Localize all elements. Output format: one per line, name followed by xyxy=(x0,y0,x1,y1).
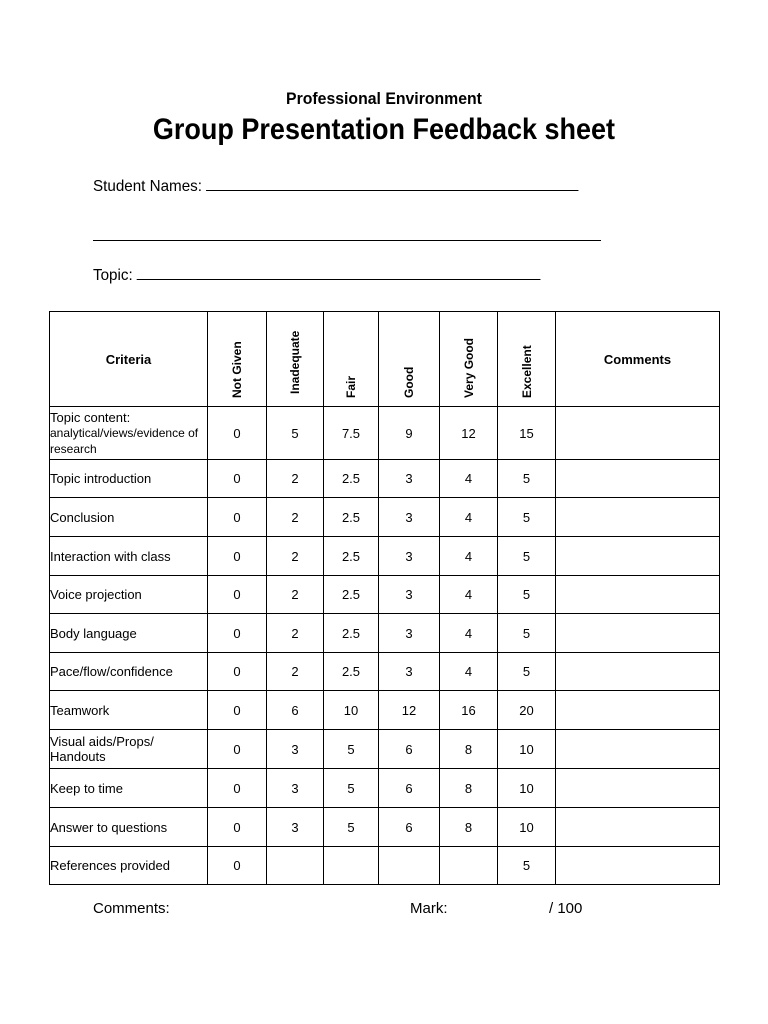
score-cell[interactable]: 0 xyxy=(208,576,267,614)
table-row xyxy=(50,653,720,691)
score-cell[interactable]: 3 xyxy=(267,808,324,847)
student-names-blank-line[interactable] xyxy=(206,175,578,191)
student-names-field[interactable] xyxy=(93,175,579,196)
score-cell[interactable]: 15 xyxy=(498,407,556,460)
comments-cell[interactable] xyxy=(556,498,720,537)
table-row xyxy=(50,769,720,808)
table-row xyxy=(50,407,720,460)
score-cell[interactable]: 4 xyxy=(440,576,498,614)
score-cell[interactable]: 5 xyxy=(498,653,556,691)
comments-cell[interactable] xyxy=(556,576,720,614)
feedback-table xyxy=(49,311,720,885)
comments-cell[interactable] xyxy=(556,614,720,653)
comments-cell[interactable] xyxy=(556,460,720,498)
score-cell[interactable]: 5 xyxy=(498,847,556,885)
score-cell[interactable]: 3 xyxy=(379,537,440,576)
column-header-good xyxy=(379,312,440,407)
score-cell[interactable]: 2.5 xyxy=(324,537,379,576)
score-cell[interactable]: 0 xyxy=(208,769,267,808)
score-cell[interactable]: 8 xyxy=(440,808,498,847)
score-cell[interactable]: 3 xyxy=(379,460,440,498)
comments-cell[interactable] xyxy=(556,653,720,691)
column-header-excellent xyxy=(498,312,556,407)
score-cell[interactable]: 4 xyxy=(440,460,498,498)
score-cell[interactable]: 6 xyxy=(379,769,440,808)
score-cell[interactable]: 2 xyxy=(267,576,324,614)
table-row xyxy=(50,808,720,847)
score-cell[interactable]: 5 xyxy=(324,808,379,847)
score-cell[interactable]: 3 xyxy=(379,653,440,691)
mark-total: / 100 xyxy=(549,900,583,917)
score-cell[interactable]: 0 xyxy=(208,808,267,847)
criteria-cell: Conclusion xyxy=(50,498,208,537)
criteria-cell: Topic introduction xyxy=(50,460,208,498)
score-cell[interactable] xyxy=(324,847,379,885)
column-header-label: Excellent xyxy=(519,345,534,398)
comments-cell[interactable] xyxy=(556,407,720,460)
criteria-cell xyxy=(50,407,208,460)
score-cell[interactable]: 10 xyxy=(498,808,556,847)
score-cell[interactable]: 8 xyxy=(440,730,498,769)
comments-cell[interactable] xyxy=(556,847,720,885)
score-cell[interactable]: 6 xyxy=(379,730,440,769)
comments-cell[interactable] xyxy=(556,537,720,576)
score-cell[interactable]: 3 xyxy=(379,498,440,537)
score-cell[interactable] xyxy=(440,847,498,885)
score-cell[interactable]: 9 xyxy=(379,407,440,460)
table-row xyxy=(50,537,720,576)
score-cell[interactable]: 5 xyxy=(498,614,556,653)
score-cell[interactable]: 5 xyxy=(267,407,324,460)
score-cell[interactable] xyxy=(267,847,324,885)
score-cell[interactable]: 12 xyxy=(440,407,498,460)
score-cell[interactable]: 2.5 xyxy=(324,614,379,653)
score-cell[interactable]: 0 xyxy=(208,407,267,460)
score-cell[interactable]: 0 xyxy=(208,847,267,885)
score-cell[interactable]: 6 xyxy=(267,691,324,730)
score-cell[interactable]: 0 xyxy=(208,498,267,537)
topic-label: Topic: xyxy=(93,267,133,284)
score-cell[interactable]: 0 xyxy=(208,537,267,576)
score-cell[interactable]: 0 xyxy=(208,653,267,691)
criteria-cell: Keep to time xyxy=(50,769,208,808)
score-cell[interactable]: 3 xyxy=(379,614,440,653)
table-row xyxy=(50,614,720,653)
score-cell[interactable]: 10 xyxy=(498,730,556,769)
score-cell[interactable]: 4 xyxy=(440,653,498,691)
table-row xyxy=(50,498,720,537)
score-cell[interactable]: 5 xyxy=(324,769,379,808)
table-row xyxy=(50,576,720,614)
table-header-row xyxy=(50,312,720,407)
column-header-label: Not Given xyxy=(230,341,244,398)
score-cell[interactable]: 3 xyxy=(267,769,324,808)
score-cell[interactable]: 6 xyxy=(379,808,440,847)
score-cell[interactable]: 2 xyxy=(267,460,324,498)
table-row xyxy=(50,730,720,769)
comments-cell[interactable] xyxy=(556,808,720,847)
score-cell[interactable]: 4 xyxy=(440,498,498,537)
score-cell[interactable]: 4 xyxy=(440,614,498,653)
score-cell[interactable]: 16 xyxy=(440,691,498,730)
score-cell[interactable]: 2 xyxy=(267,498,324,537)
comments-cell[interactable] xyxy=(556,730,720,769)
score-cell[interactable]: 2 xyxy=(267,614,324,653)
criteria-cell: Voice projection xyxy=(50,576,208,614)
score-cell[interactable]: 20 xyxy=(498,691,556,730)
comments-label: Comments: xyxy=(93,900,170,917)
column-header-not-given xyxy=(208,312,267,407)
score-cell[interactable]: 12 xyxy=(379,691,440,730)
score-cell[interactable]: 5 xyxy=(498,460,556,498)
score-cell[interactable]: 8 xyxy=(440,769,498,808)
student-names-continuation-line[interactable] xyxy=(93,240,601,241)
criteria-label: Handouts xyxy=(50,749,106,764)
score-cell[interactable]: 0 xyxy=(208,730,267,769)
score-cell[interactable]: 2.5 xyxy=(324,460,379,498)
score-cell[interactable]: 10 xyxy=(324,691,379,730)
score-cell[interactable]: 2.5 xyxy=(324,576,379,614)
column-header-fair xyxy=(324,312,379,407)
criteria-label: Visual aids/Props/ xyxy=(50,734,154,749)
criteria-label: research xyxy=(50,441,97,456)
score-cell[interactable]: 5 xyxy=(498,537,556,576)
score-cell[interactable]: 5 xyxy=(324,730,379,769)
criteria-cell: Body language xyxy=(50,614,208,653)
score-cell[interactable]: 0 xyxy=(208,460,267,498)
student-names-label: Student Names: xyxy=(93,178,202,195)
score-cell[interactable]: 0 xyxy=(208,691,267,730)
column-header-label: Very Good xyxy=(461,337,476,398)
column-header-inadequate xyxy=(267,312,324,407)
column-header-label: Inadequate xyxy=(288,330,302,394)
criteria-cell: References provided xyxy=(50,847,208,885)
column-header-comments: Comments xyxy=(556,312,720,407)
score-cell[interactable]: 2 xyxy=(267,537,324,576)
document-subtitle: Professional Environment xyxy=(286,89,482,108)
criteria-cell xyxy=(50,730,208,769)
column-header-label: Fair xyxy=(344,375,358,398)
comments-cell[interactable] xyxy=(556,691,720,730)
topic-blank-line[interactable] xyxy=(137,264,541,280)
criteria-label: Topic content: xyxy=(50,409,131,425)
score-cell[interactable]: 3 xyxy=(267,730,324,769)
mark-label: Mark: xyxy=(410,900,448,917)
score-cell[interactable]: 5 xyxy=(498,576,556,614)
score-cell[interactable]: 2 xyxy=(267,653,324,691)
score-cell[interactable]: 10 xyxy=(498,769,556,808)
score-cell[interactable]: 4 xyxy=(440,537,498,576)
table-row xyxy=(50,691,720,730)
document-title: Group Presentation Feedback sheet xyxy=(152,113,616,146)
score-cell[interactable]: 2.5 xyxy=(324,653,379,691)
score-cell[interactable]: 3 xyxy=(379,576,440,614)
score-cell[interactable] xyxy=(379,847,440,885)
comments-cell[interactable] xyxy=(556,769,720,808)
score-cell[interactable]: 2.5 xyxy=(324,498,379,537)
score-cell[interactable]: 7.5 xyxy=(324,407,379,460)
column-header-label: Good xyxy=(402,366,416,398)
criteria-cell: Answer to questions xyxy=(50,808,208,847)
column-header-criteria: Criteria xyxy=(50,312,208,407)
column-header-very-good xyxy=(440,312,498,407)
criteria-cell: Interaction with class xyxy=(50,537,208,576)
table-row xyxy=(50,460,720,498)
score-cell[interactable]: 0 xyxy=(208,614,267,653)
criteria-cell: Pace/flow/confidence xyxy=(50,653,208,691)
criteria-cell: Teamwork xyxy=(50,691,208,730)
topic-field[interactable] xyxy=(93,264,541,285)
score-cell[interactable]: 5 xyxy=(498,498,556,537)
table-row xyxy=(50,847,720,885)
criteria-label: analytical/views/evidence of xyxy=(50,425,199,440)
